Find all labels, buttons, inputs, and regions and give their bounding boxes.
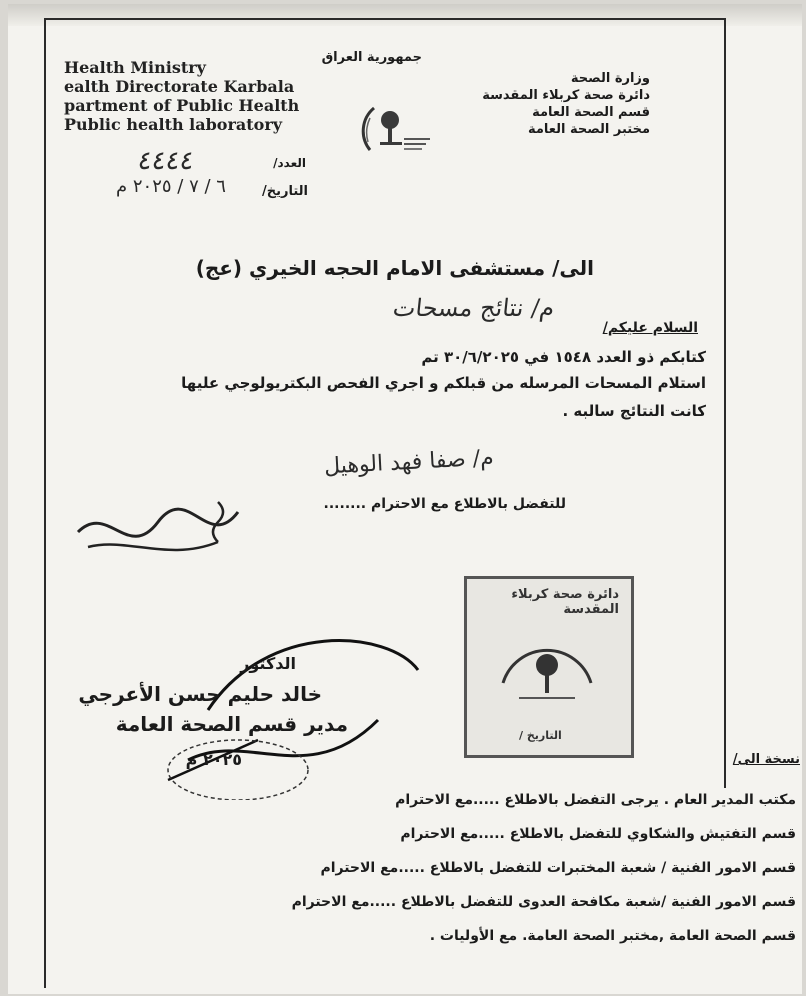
- subject-handwritten: م/ نتائج مسحات: [391, 294, 556, 322]
- stamp-date-label: التاريخ /: [519, 729, 562, 742]
- ministry-logo: [360, 90, 438, 164]
- english-letterhead: [64, 58, 299, 134]
- arabic-letterhead: [482, 70, 650, 138]
- handwritten-note: م/ صفا فهد الوهيل: [323, 445, 495, 480]
- arabic-line: مختبر الصحة العامة: [527, 122, 650, 137]
- scan-shadow: [8, 4, 802, 26]
- stamp-header: دائرة صحة كربلاء المقدسة: [511, 587, 619, 617]
- signatory-title: الدكتور: [240, 654, 296, 673]
- handwritten-signature: [68, 492, 258, 572]
- copy-item: قسم الامور الفنية / شعبة المختبرات للتفضل بالاطلاع .....مع الاحترام: [320, 860, 796, 876]
- date-label: التاريخ/: [261, 184, 308, 199]
- copy-item: مكتب المدير العام . يرجى التفضل بالاطلاع .....مع الاحترام: [395, 792, 796, 808]
- english-line: Health Ministry: [64, 58, 206, 77]
- copies-title: نسخة الى/: [732, 752, 800, 767]
- date-value: ٦ / ٧ / ٢٠٢٥ م: [116, 176, 226, 197]
- number-label: العدد/: [273, 156, 306, 170]
- body-line-3: كانت النتائج سالبه .: [562, 402, 706, 420]
- arabic-line: وزارة الصحة: [570, 71, 650, 86]
- frame-left-line: [44, 18, 46, 988]
- number-value: ٤٤٤٤: [135, 146, 196, 176]
- republic-label: جمهورية العراق: [321, 50, 422, 65]
- closing-line: للتفضل بالاطلاع مع الاحترام ........: [323, 496, 566, 512]
- frame-top-line: [44, 18, 724, 20]
- copy-item: قسم التفتيش والشكاوي للتفضل بالاطلاع .....مع الاحترام: [400, 826, 796, 842]
- letter-page: [8, 4, 802, 994]
- arabic-line: قسم الصحة العامة: [532, 105, 650, 120]
- signatory-name: خالد حليم حسن الأعرجي: [78, 682, 322, 706]
- english-line: ealth Directorate Karbala: [64, 77, 295, 96]
- frame-right-line: [724, 18, 726, 788]
- signatory-position: مدير قسم الصحة العامة: [115, 712, 348, 736]
- english-line: partment of Public Health: [64, 96, 300, 115]
- english-line: Public health laboratory: [64, 115, 283, 134]
- signatory-year: ٢٠٢٥ م: [185, 750, 242, 769]
- stamp-emblem: [491, 613, 603, 717]
- copy-item: قسم الامور الفنية /شعبة مكافحة العدوى للتفضل بالاطلاع .....مع الاحترام: [291, 894, 796, 910]
- recipient: الى/ مستشفى الامام الحجه الخيري (عج): [195, 256, 594, 280]
- arabic-line: دائرة صحة كربلاء المقدسة: [482, 88, 650, 103]
- body-line-1: كتابكم ذو العدد ١٥٤٨ في ٣٠/٦/٢٠٢٥ تم: [421, 348, 706, 366]
- body-line-2: استلام المسحات المرسله من قبلكم و اجري الفحص البكتريولوجي عليها: [181, 374, 706, 392]
- official-stamp: [464, 576, 634, 758]
- greeting: السلام عليكم/: [602, 320, 698, 336]
- copy-item: قسم الصحة العامة ,مختبر الصحة العامة. مع الأوليات .: [429, 928, 796, 944]
